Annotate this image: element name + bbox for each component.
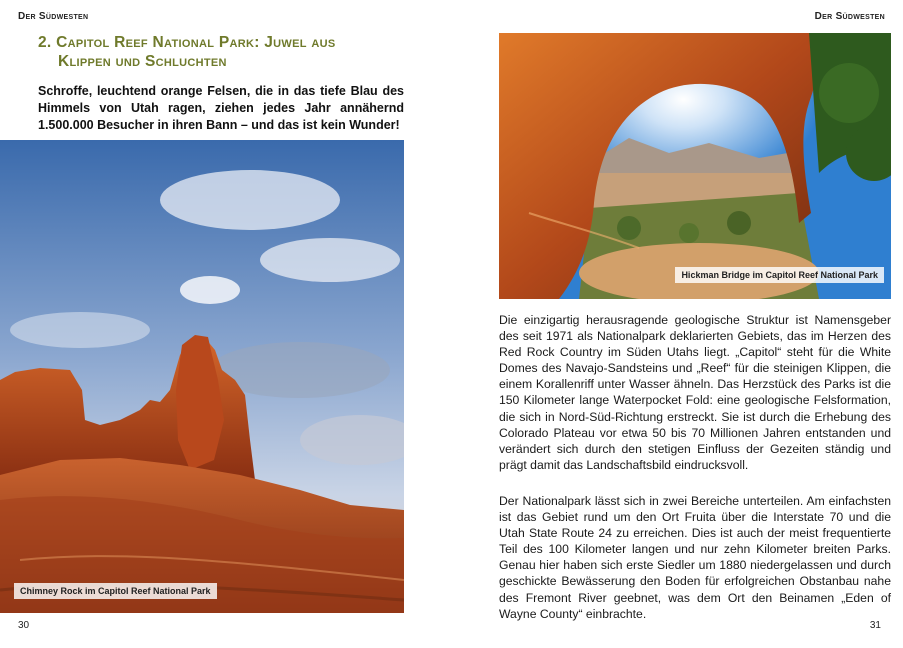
lead-paragraph: Schroffe, leuchtend orange Felsen, die in das tiefe Blau des Himmels von Utah ragen, ziehen jedes Jahr annähernd 1.500.000 Besucher in ihren Bann – und das ist kein Wunder! (38, 84, 404, 132)
photo-caption-left: Chimney Rock im Capitol Reef National Park (14, 583, 217, 599)
photo-caption-right: Hickman Bridge im Capitol Reef National Park (675, 267, 884, 283)
hickman-bridge-photo (499, 33, 891, 299)
running-head-left: Der Südwesten (18, 11, 89, 22)
chapter-title-line1: 2. Capitol Reef National Park: Juwel aus (38, 34, 336, 51)
running-head-right: Der Südwesten (814, 11, 885, 22)
body-paragraph-1: Die einzigartig herausragende geologische Struktur ist Namensgeber des seit 1971 als Nationalpark deklarierten Gebiets, das im Herzen des Red Rock Country im Süden Utahs liegt. „Capitol“ steht für die White Domes des Navajo-Sandsteins und „Reef“ für die steinigen Klippen, die einem Korallenriff unter Wasser ähneln. Das Herzstück des Parks ist die 150 Kilometer lange Waterpocket Fold: eine geologische Felsformation, die sich in Nord-Süd-Richtung erstreckt. Sie ist durch die Erhebung des Colorado Plateau vor etwa 50 bis 70 Millionen Jahren entstanden und verändert sich durch den stetigen Einfluss der Gezeiten ständig und prägt damit das Landschaftsbild eindrucksvoll. (499, 313, 891, 472)
page-number-left: 30 (18, 620, 30, 631)
right-page (452, 0, 903, 648)
chapter-title (38, 33, 418, 71)
chimney-rock-photo (0, 140, 404, 613)
page-number-right: 31 (869, 620, 881, 631)
chapter-title-line2: Klippen und Schluchten (58, 53, 227, 70)
hickman-bridge-illustration (499, 33, 891, 299)
body-paragraph-2: Der Nationalpark lässt sich in zwei Bereiche unterteilen. Am einfachsten ist das Gebiet rund um den Ort Fruita über die Interstate 70 und die Utah State Route 24 zu erreichen. Dies ist auch der meist frequentierte Teil des 100 Kilometer langen und nur zehn Kilometer breiten Parks. Genau hier haben sich erste Siedler um 1880 niedergelassen und durch geschickte Bewässerung den Boden für erfolgreichen Obstanbau nahe des Fremont River geebnet, was dem Ort den Beinamen „Eden of Wayne County“ einbrachte. (499, 494, 891, 621)
chimney-rock-illustration (0, 140, 404, 613)
